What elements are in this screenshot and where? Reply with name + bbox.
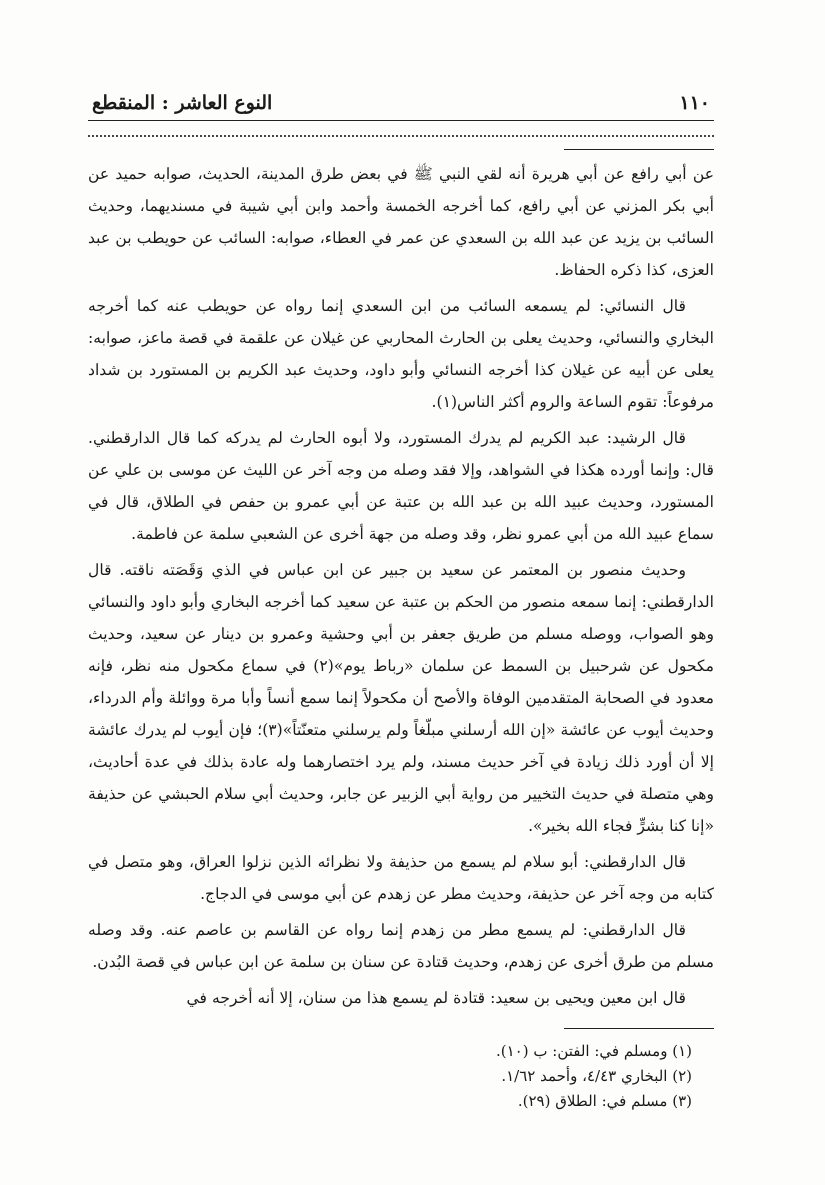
paragraph: قال النسائي: لم يسمعه السائب من ابن السعدي إنما رواه عن حويطب عنه كما أخرجه البخاري والنسائي، وحديث يعلى بن الحارث المحاربي عن غيلان عن علقمة في قصة ماعز، صوابه: يعلى عن أبيه عن غيلان كذا أخرجه النسائي وأبو داود، وحديث عبد الكريم بن المستورد بن شداد مرفوعاً: تقوم الساعة والروم أكثر الناس(١).: [88, 297, 714, 411]
paragraph: قال الدارقطني: أبو سلام لم يسمع من حذيفة ولا نظرائه الذين نزلوا العراق، وهو متصل في كتابه من وجه آخر عن حذيفة، وحديث مطر عن زهدم عن أبي موسى في الدجاج.: [88, 853, 714, 903]
main-text: [88, 158, 714, 1014]
book-page: [88, 92, 714, 1114]
paragraph: قال ابن معين ويحيى بن سعيد: قتادة لم يسمع هذا من سنان، إلا أنه أخرجه في: [186, 989, 686, 1007]
paragraph: عن أبي رافع عن أبي هريرة أنه لقي النبي ﷺ في بعض طرق المدينة، الحديث، صوابه حميد عن أبي بكر المزني عن أبي رافع، كما أخرجه الخمسة وأحمد وابن أبي شيبة في مسنديهما، وحديث السائب بن يزيد عن عبد الله بن السعدي عن عمر في العطاء، صوابه: السائب عن حويطب بن عبد العزى، كذا ذكره الحفاظ.: [88, 165, 714, 279]
footnote: (١) ومسلم في: الفتن: ب (١٠).: [496, 1042, 692, 1060]
page-number: ١١٠: [679, 92, 710, 114]
section-rule: [564, 149, 714, 150]
paragraph: قال الرشيد: عبد الكريم لم يدرك المستورد، ولا أبوه الحارث لم يدركه كما قال الدارقطني. قال: وإنما أورده هكذا في الشواهد، وإلا فقد وصله من وجه آخر عن الليث عن موسى بن علي عن المستورد، وحديث عبيد الله بن عبد الله بن عتبة عن أبي عمرو بن حفص في الطلاق، قال في سماع عبيد الله من أبي عمرو نظر، وقد وصله من جهة أخرى عن الشعبي سلمة عن فاطمة.: [88, 429, 714, 543]
running-header: [88, 92, 714, 120]
footnotes: [88, 1039, 714, 1114]
dotted-divider: [88, 121, 714, 137]
footnote: (٢) البخاري ٤/٤٣، وأحمد ١/٦٢.: [501, 1067, 692, 1085]
footnote: (٣) مسلم في: الطلاق (٢٩).: [517, 1092, 692, 1110]
paragraph: وحديث منصور بن المعتمر عن سعيد بن جبير عن ابن عباس في الذي وَقَصَته ناقته. قال الدارقطني: إنما سمعه منصور من الحكم بن عتبة عن سعيد كما أخرجه البخاري وأبو داود والنسائي وهو الصواب، ووصله مسلم من طريق جعفر بن أبي وحشية وعمرو بن دينار عن سعيد، وحديث مكحول عن شرحبيل بن السمط عن سلمان «رباط يوم»(٢) في سماع مكحول منه نظر، فإنه معدود في الصحابة المتقدمين الوفاة والأصح أن مكحولاً إنما سمع أنساً وأبا مرة ووائلة وأم الدرداء، وحديث أيوب عن عائشة «إن الله أرسلني مبلّغاً ولم يرسلني متعنّتاً»(٣)؛ فإن أيوب لم يدرك عائشة إلا أن أورد ذلك زيادة في آخر حديث مسند، ولم يرد اختصارهما وله عادة بذلك في عدة أحاديث، وهي متصلة في حديث التخيير من رواية أبي الزبير عن جابر، وحديث أبي سلام الحبشي عن حذيفة «إنا كنا بشرٍّ فجاء الله بخير».: [88, 561, 714, 835]
paragraph: قال الدارقطني: لم يسمع مطر من زهدم إنما رواه عن القاسم بن عاصم عنه. وقد وصله مسلم من طرق أخرى عن زهدم، وحديث قتادة عن سنان بن سلمة عن ابن عباس في قصة البُدن.: [88, 921, 714, 971]
footnote-rule: [564, 1028, 714, 1029]
chapter-title: النوع العاشر : المنقطع: [92, 92, 273, 114]
